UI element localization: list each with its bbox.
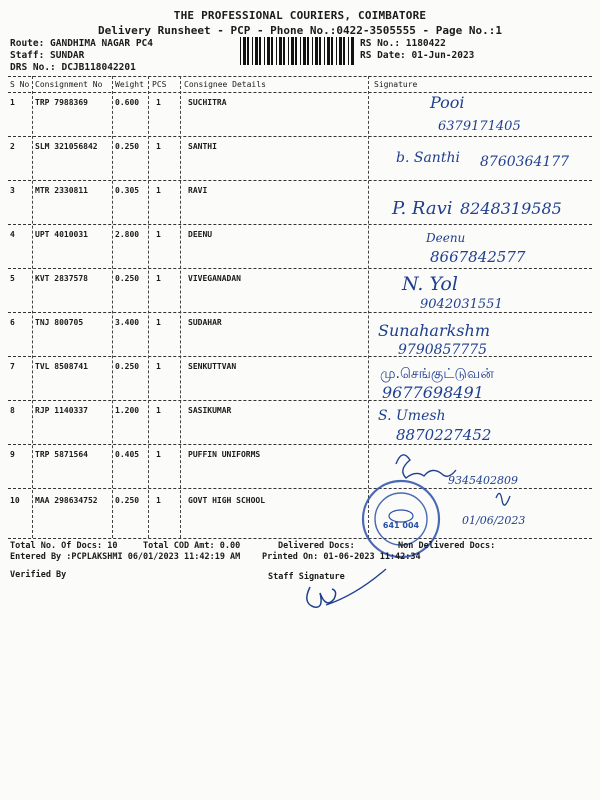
column-divider — [180, 76, 181, 538]
row-pcs: 1 — [156, 274, 161, 283]
row-consignment: KVT 2837578 — [35, 274, 88, 283]
row-sno: 4 — [10, 230, 15, 239]
signature-cell — [368, 356, 596, 400]
row-consignment: TNJ 800705 — [35, 318, 84, 327]
row-pcs: 1 — [156, 362, 161, 371]
row-sno: 3 — [10, 186, 15, 195]
signature-name: Sunaharkshm — [378, 321, 490, 340]
row-consignment: MTR 2330811 — [35, 186, 88, 195]
row-consignment: SLM 321056842 — [35, 142, 98, 151]
row-sno: 7 — [10, 362, 15, 371]
col-sno: S No — [10, 80, 30, 89]
column-divider — [112, 76, 113, 538]
signature-name: P. Ravi — [392, 198, 453, 219]
total-cod: Total COD Amt: 0.00 — [143, 541, 241, 551]
row-consignment: RJP 1140337 — [35, 406, 88, 415]
row-consignee: SUDAHAR — [188, 318, 222, 327]
row-consignee: GOVT HIGH SCHOOL — [188, 496, 266, 505]
delivered-docs: Delivered Docs: — [278, 541, 355, 551]
staff-label: Staff: SUNDAR — [10, 50, 85, 61]
col-signature: Signature — [374, 80, 418, 89]
row-pcs: 1 — [156, 186, 161, 195]
row-weight: 3.400 — [115, 318, 140, 327]
staff-signature-label: Staff Signature — [268, 572, 345, 582]
signature-cell — [368, 268, 596, 312]
printed-on: Printed On: 01-06-2023 11:42:34 — [262, 552, 421, 562]
row-weight: 0.600 — [115, 98, 140, 107]
col-consignment: Consignment No — [35, 80, 103, 89]
row-weight: 0.250 — [115, 274, 140, 283]
signature-name: Pooi — [430, 93, 465, 112]
row-consignee: DEENU — [188, 230, 213, 239]
signature-phone: 6379171405 — [438, 119, 521, 134]
row-pcs: 1 — [156, 318, 161, 327]
table-top-rule — [8, 76, 592, 77]
signature-name: Deenu — [426, 231, 466, 245]
row-weight: 0.250 — [115, 496, 140, 505]
row-consignee: VIVEGANADAN — [188, 274, 241, 283]
row-sno: 8 — [10, 406, 15, 415]
row-weight: 2.800 — [115, 230, 140, 239]
drs-number: DRS No.: DCJB118042201 — [10, 62, 136, 73]
row-sno: 9 — [10, 450, 15, 459]
row-sno: 10 — [10, 496, 20, 505]
signature-phone: 8667842577 — [430, 248, 526, 266]
signature-phone: 8248319585 — [460, 199, 562, 218]
rs-date: RS Date: 01-Jun-2023 — [360, 50, 475, 61]
barcode-icon — [240, 37, 354, 65]
signature-cell — [368, 136, 596, 180]
rs-number: RS No.: 1180422 — [360, 38, 446, 49]
signature-name: S. Umesh — [378, 408, 446, 424]
row-pcs: 1 — [156, 142, 161, 151]
staff-signature-scrawl — [290, 565, 400, 615]
signature-cell — [368, 180, 596, 224]
row-pcs: 1 — [156, 496, 161, 505]
row-consignee: SANTHI — [188, 142, 217, 151]
col-pcs: PCS — [152, 80, 167, 89]
total-docs: Total No. Of Docs: 10 — [10, 541, 118, 551]
company-title: THE PROFESSIONAL COURIERS, COIMBATORE — [173, 9, 427, 22]
row-weight: 0.250 — [115, 142, 140, 151]
row-consignee: SENKUTTVAN — [188, 362, 237, 371]
signature-scrawl — [496, 493, 510, 505]
row-consignment: TRP 5871564 — [35, 450, 88, 459]
row-sno: 2 — [10, 142, 15, 151]
signature-phone: 9790857775 — [398, 342, 488, 358]
row-sno: 6 — [10, 318, 15, 327]
row-sno: 5 — [10, 274, 15, 283]
column-divider — [148, 76, 149, 538]
row-weight: 0.250 — [115, 362, 140, 371]
entered-by: Entered By :PCPLAKSHMI 06/01/2023 11:42:19 AM — [10, 552, 241, 562]
signature-phone: 9677698491 — [382, 383, 484, 402]
row-sno: 1 — [10, 98, 15, 107]
signature-cell — [368, 400, 596, 444]
runsheet-subtitle: Delivery Runsheet - PCP - Phone No.:0422-3505555 - Page No.:1 — [98, 24, 502, 37]
signature-name: N. Yol — [402, 273, 458, 295]
stamp-pincode: 641 004 — [382, 521, 420, 530]
signature-name: மு.செங்குட்டுவன் — [380, 366, 494, 382]
row-consignee: SASIKUMAR — [188, 406, 232, 415]
col-weight: Weight — [115, 80, 144, 89]
row-consignment: TVL 8508741 — [35, 362, 88, 371]
signature-phone: 9042031551 — [420, 297, 503, 312]
signature-phone: 9345402809 — [448, 474, 518, 487]
row-pcs: 1 — [156, 230, 161, 239]
col-consignee: Consignee Details — [184, 80, 266, 89]
row-consignment: UPT 4010031 — [35, 230, 88, 239]
signature-cell — [368, 92, 596, 136]
row-consignee: RAVI — [188, 186, 208, 195]
column-divider — [32, 76, 33, 538]
signature-phone: 8870227452 — [396, 426, 492, 444]
row-pcs: 1 — [156, 406, 161, 415]
signature-phone: 8760364177 — [480, 154, 570, 170]
row-pcs: 1 — [156, 98, 161, 107]
signature-cell — [368, 312, 596, 356]
signature-scrawl — [396, 455, 456, 478]
row-weight: 0.405 — [115, 450, 140, 459]
verified-by: Verified By — [10, 570, 67, 580]
table-bottom-rule — [8, 538, 592, 539]
row-consignment: MAA 298634752 — [35, 496, 98, 505]
row-weight: 0.305 — [115, 186, 140, 195]
row-weight: 1.200 — [115, 406, 140, 415]
signature-name: b. Santhi — [396, 150, 460, 166]
non-delivered-docs: Non Delivered Docs: — [398, 541, 496, 551]
row-pcs: 1 — [156, 450, 161, 459]
signature-cell — [368, 224, 596, 268]
row-consignee: SUCHITRA — [188, 98, 227, 107]
route-label: Route: GANDHIMA NAGAR PC4 — [10, 38, 153, 49]
row-consignee: PUFFIN UNIFORMS — [188, 450, 261, 459]
row-consignment: TRP 7988369 — [35, 98, 88, 107]
signature-date: 01/06/2023 — [462, 514, 526, 527]
